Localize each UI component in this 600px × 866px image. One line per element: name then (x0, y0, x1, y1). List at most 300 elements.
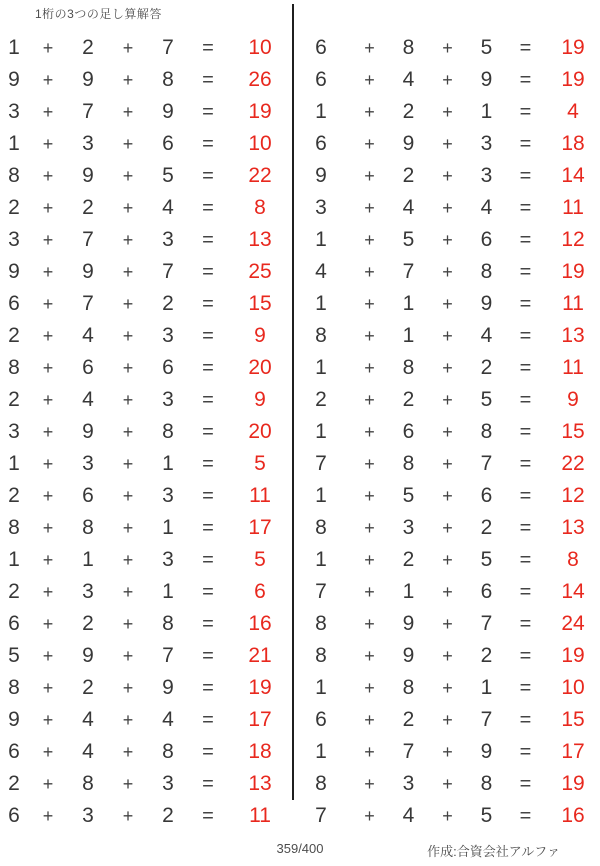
page-title: 1桁の3つの足し算解答 (35, 7, 162, 21)
plus-sign: + (122, 678, 134, 698)
plus-sign: + (42, 294, 54, 314)
answer-value: 11 (249, 484, 271, 507)
plus-sign: + (122, 70, 134, 90)
plus-sign: + (122, 230, 134, 250)
operand-2: 4 (82, 388, 94, 411)
operand-3: 2 (162, 292, 174, 315)
plus-sign: + (42, 646, 54, 666)
equals-sign: = (519, 357, 532, 379)
answer-value: 21 (248, 644, 272, 667)
operand-1: 8 (315, 324, 327, 347)
plus-sign: + (442, 134, 453, 154)
operand-3: 3 (480, 164, 493, 187)
problem-row (292, 544, 600, 576)
operand-1: 9 (8, 68, 20, 91)
operand-2: 1 (82, 548, 94, 571)
equals-sign: = (519, 549, 532, 571)
plus-sign: + (364, 70, 375, 90)
equals-sign: = (202, 357, 214, 379)
operand-1: 3 (8, 420, 20, 443)
plus-sign: + (42, 518, 54, 538)
answer-value: 16 (561, 804, 585, 827)
operand-2: 9 (82, 420, 94, 443)
answer-value: 19 (561, 772, 585, 795)
problem-row (0, 288, 292, 320)
answer-value: 13 (561, 324, 585, 347)
operand-1: 1 (8, 548, 20, 571)
operand-3: 5 (480, 388, 493, 411)
operand-3: 3 (162, 548, 174, 571)
problem-row (292, 64, 600, 96)
operand-3: 8 (162, 740, 174, 763)
plus-sign: + (42, 454, 54, 474)
equals-sign: = (202, 101, 214, 123)
answer-value: 24 (561, 612, 585, 635)
operand-3: 7 (480, 708, 493, 731)
plus-sign: + (42, 198, 54, 218)
operand-2: 3 (82, 580, 94, 603)
plus-sign: + (364, 678, 375, 698)
equals-sign: = (202, 773, 214, 795)
equals-sign: = (519, 261, 532, 283)
answer-value: 8 (254, 196, 266, 219)
plus-sign: + (122, 710, 134, 730)
operand-1: 1 (8, 36, 20, 59)
operand-1: 6 (8, 612, 20, 635)
plus-sign: + (364, 806, 375, 826)
answer-value: 10 (248, 36, 272, 59)
problem-row (0, 384, 292, 416)
plus-sign: + (122, 326, 134, 346)
operand-1: 2 (8, 772, 20, 795)
plus-sign: + (442, 518, 453, 538)
equals-sign: = (202, 485, 214, 507)
plus-sign: + (442, 38, 453, 58)
operand-2: 2 (402, 708, 415, 731)
operand-1: 6 (315, 36, 327, 59)
plus-sign: + (364, 102, 375, 122)
operand-1: 8 (8, 164, 20, 187)
plus-sign: + (442, 358, 453, 378)
answer-value: 25 (248, 260, 272, 283)
operand-1: 7 (315, 452, 327, 475)
operand-2: 1 (402, 292, 415, 315)
plus-sign: + (122, 646, 134, 666)
operand-1: 5 (8, 644, 20, 667)
equals-sign: = (519, 389, 532, 411)
answer-value: 19 (561, 644, 585, 667)
operand-2: 8 (402, 36, 415, 59)
answer-value: 14 (561, 164, 585, 187)
problem-row (0, 448, 292, 480)
problem-row (0, 736, 292, 768)
operand-1: 9 (8, 260, 20, 283)
operand-1: 2 (8, 196, 20, 219)
operand-2: 4 (82, 324, 94, 347)
equals-sign: = (202, 613, 214, 635)
answer-value: 13 (248, 228, 272, 251)
plus-sign: + (364, 742, 375, 762)
answer-value: 20 (248, 420, 272, 443)
answer-value: 11 (562, 196, 584, 219)
plus-sign: + (42, 390, 54, 410)
plus-sign: + (442, 454, 453, 474)
plus-sign: + (42, 806, 54, 826)
answer-value: 15 (561, 708, 585, 731)
operand-3: 5 (480, 548, 493, 571)
operand-1: 9 (315, 164, 327, 187)
plus-sign: + (442, 614, 453, 634)
operand-1: 3 (315, 196, 327, 219)
operand-2: 8 (82, 772, 94, 795)
operand-1: 2 (8, 580, 20, 603)
equals-sign: = (202, 37, 214, 59)
operand-2: 7 (82, 292, 94, 315)
operand-2: 8 (402, 452, 415, 475)
plus-sign: + (42, 422, 54, 442)
plus-sign: + (364, 774, 375, 794)
operand-3: 9 (480, 740, 493, 763)
operand-3: 8 (480, 260, 493, 283)
problems-column-right (292, 32, 600, 832)
answer-value: 11 (249, 804, 271, 827)
problem-row (292, 32, 600, 64)
plus-sign: + (42, 326, 54, 346)
operand-1: 3 (8, 100, 20, 123)
plus-sign: + (122, 422, 134, 442)
plus-sign: + (364, 294, 375, 314)
equals-sign: = (202, 133, 214, 155)
answer-value: 17 (561, 740, 585, 763)
equals-sign: = (519, 581, 532, 603)
equals-sign: = (202, 517, 214, 539)
operand-2: 4 (402, 804, 415, 827)
operand-1: 4 (315, 260, 327, 283)
answer-value: 5 (254, 548, 266, 571)
equals-sign: = (202, 709, 214, 731)
operand-1: 2 (315, 388, 327, 411)
operand-3: 9 (162, 676, 174, 699)
operand-3: 6 (480, 228, 493, 251)
operand-3: 3 (162, 324, 174, 347)
equals-sign: = (519, 421, 532, 443)
answer-value: 9 (567, 388, 579, 411)
plus-sign: + (364, 134, 375, 154)
operand-2: 9 (82, 644, 94, 667)
operand-1: 1 (315, 740, 327, 763)
plus-sign: + (42, 262, 54, 282)
equals-sign: = (202, 325, 214, 347)
answer-value: 22 (561, 452, 585, 475)
problem-row (0, 32, 292, 64)
plus-sign: + (122, 614, 134, 634)
operand-2: 7 (402, 740, 415, 763)
problem-row (292, 320, 600, 352)
operand-2: 2 (402, 164, 415, 187)
equals-sign: = (202, 805, 214, 827)
operand-2: 3 (402, 516, 415, 539)
equals-sign: = (519, 229, 532, 251)
problem-row (292, 480, 600, 512)
equals-sign: = (519, 773, 532, 795)
operand-1: 2 (8, 324, 20, 347)
problem-row (0, 224, 292, 256)
problem-row (0, 480, 292, 512)
plus-sign: + (364, 230, 375, 250)
operand-1: 6 (8, 292, 20, 315)
plus-sign: + (42, 550, 54, 570)
equals-sign: = (519, 133, 532, 155)
plus-sign: + (442, 326, 453, 346)
plus-sign: + (122, 102, 134, 122)
answer-value: 16 (248, 612, 272, 635)
problem-row (0, 352, 292, 384)
plus-sign: + (42, 614, 54, 634)
operand-3: 2 (480, 516, 493, 539)
operand-3: 1 (480, 100, 493, 123)
plus-sign: + (364, 518, 375, 538)
equals-sign: = (519, 517, 532, 539)
problem-row (0, 192, 292, 224)
plus-sign: + (42, 486, 54, 506)
operand-3: 7 (480, 452, 493, 475)
operand-1: 8 (315, 644, 327, 667)
answer-value: 19 (248, 100, 272, 123)
plus-sign: + (442, 294, 453, 314)
equals-sign: = (202, 165, 214, 187)
answer-value: 9 (254, 324, 266, 347)
operand-3: 3 (162, 228, 174, 251)
problem-row (292, 672, 600, 704)
operand-3: 3 (162, 772, 174, 795)
plus-sign: + (42, 102, 54, 122)
problem-row (292, 416, 600, 448)
plus-sign: + (122, 198, 134, 218)
plus-sign: + (122, 806, 134, 826)
plus-sign: + (442, 102, 453, 122)
answer-value: 15 (561, 420, 585, 443)
equals-sign: = (519, 485, 532, 507)
operand-2: 8 (402, 676, 415, 699)
answer-value: 13 (248, 772, 272, 795)
equals-sign: = (519, 677, 532, 699)
problem-row (292, 800, 600, 832)
operand-2: 7 (402, 260, 415, 283)
operand-1: 7 (315, 804, 327, 827)
problem-row (292, 352, 600, 384)
operand-1: 2 (8, 484, 20, 507)
operand-1: 1 (315, 548, 327, 571)
plus-sign: + (364, 198, 375, 218)
operand-2: 6 (402, 420, 415, 443)
operand-2: 4 (402, 196, 415, 219)
plus-sign: + (42, 742, 54, 762)
operand-1: 8 (8, 516, 20, 539)
operand-3: 9 (480, 68, 493, 91)
equals-sign: = (202, 389, 214, 411)
operand-3: 4 (162, 708, 174, 731)
plus-sign: + (122, 582, 134, 602)
plus-sign: + (442, 774, 453, 794)
operand-1: 9 (8, 708, 20, 731)
equals-sign: = (202, 69, 214, 91)
problem-row (0, 512, 292, 544)
answer-value: 19 (561, 68, 585, 91)
plus-sign: + (122, 294, 134, 314)
plus-sign: + (442, 646, 453, 666)
problem-row (0, 768, 292, 800)
equals-sign: = (519, 37, 532, 59)
plus-sign: + (364, 422, 375, 442)
operand-2: 8 (82, 516, 94, 539)
operand-2: 2 (82, 36, 94, 59)
operand-1: 1 (315, 228, 327, 251)
plus-sign: + (122, 486, 134, 506)
operand-3: 1 (162, 516, 174, 539)
equals-sign: = (519, 645, 532, 667)
problem-row (0, 64, 292, 96)
answer-value: 13 (561, 516, 585, 539)
problem-row (292, 160, 600, 192)
operand-2: 2 (82, 196, 94, 219)
plus-sign: + (364, 38, 375, 58)
operand-2: 5 (402, 228, 415, 251)
operand-3: 7 (162, 36, 174, 59)
answer-value: 17 (248, 708, 272, 731)
plus-sign: + (442, 742, 453, 762)
operand-1: 8 (315, 772, 327, 795)
plus-sign: + (442, 806, 453, 826)
plus-sign: + (442, 198, 453, 218)
equals-sign: = (519, 101, 532, 123)
equals-sign: = (519, 805, 532, 827)
plus-sign: + (42, 166, 54, 186)
equals-sign: = (519, 69, 532, 91)
plus-sign: + (442, 550, 453, 570)
operand-3: 5 (480, 36, 493, 59)
operand-3: 8 (162, 612, 174, 635)
operand-1: 3 (8, 228, 20, 251)
equals-sign: = (202, 453, 214, 475)
plus-sign: + (122, 774, 134, 794)
equals-sign: = (519, 293, 532, 315)
operand-2: 9 (402, 612, 415, 635)
answer-value: 12 (561, 484, 585, 507)
operand-1: 1 (8, 452, 20, 475)
plus-sign: + (442, 230, 453, 250)
plus-sign: + (122, 550, 134, 570)
operand-2: 9 (402, 644, 415, 667)
operand-3: 6 (162, 132, 174, 155)
plus-sign: + (122, 454, 134, 474)
operand-3: 7 (162, 260, 174, 283)
equals-sign: = (202, 677, 214, 699)
operand-2: 5 (402, 484, 415, 507)
operand-2: 2 (402, 388, 415, 411)
problem-row (0, 160, 292, 192)
plus-sign: + (364, 326, 375, 346)
operand-2: 9 (82, 68, 94, 91)
operand-2: 2 (82, 612, 94, 635)
operand-3: 5 (162, 164, 174, 187)
problem-row (292, 576, 600, 608)
operand-3: 3 (162, 388, 174, 411)
operand-2: 1 (402, 324, 415, 347)
operand-3: 8 (162, 68, 174, 91)
operand-2: 1 (402, 580, 415, 603)
plus-sign: + (442, 390, 453, 410)
problem-row (0, 320, 292, 352)
operand-2: 2 (402, 100, 415, 123)
operand-2: 2 (402, 548, 415, 571)
operand-3: 8 (480, 420, 493, 443)
credit-text: 作成:合資会社アルファ (427, 844, 560, 859)
problem-row (0, 672, 292, 704)
operand-2: 4 (82, 708, 94, 731)
operand-3: 3 (162, 484, 174, 507)
problem-row (292, 704, 600, 736)
operand-1: 6 (8, 740, 20, 763)
plus-sign: + (122, 742, 134, 762)
operand-3: 7 (480, 612, 493, 635)
equals-sign: = (519, 741, 532, 763)
equals-sign: = (202, 421, 214, 443)
operand-2: 3 (82, 804, 94, 827)
operand-1: 7 (315, 580, 327, 603)
problem-row (0, 640, 292, 672)
operand-3: 3 (480, 132, 493, 155)
operand-3: 4 (480, 324, 493, 347)
operand-1: 2 (8, 388, 20, 411)
operand-2: 7 (82, 100, 94, 123)
plus-sign: + (364, 262, 375, 282)
problem-row (292, 192, 600, 224)
answer-value: 20 (248, 356, 272, 379)
problem-row (292, 288, 600, 320)
answer-value: 10 (561, 676, 585, 699)
plus-sign: + (42, 230, 54, 250)
problems-area (0, 32, 600, 832)
plus-sign: + (42, 678, 54, 698)
equals-sign: = (202, 581, 214, 603)
operand-2: 8 (402, 356, 415, 379)
operand-3: 1 (162, 452, 174, 475)
problem-row (0, 416, 292, 448)
plus-sign: + (42, 358, 54, 378)
operand-1: 6 (8, 804, 20, 827)
plus-sign: + (122, 134, 134, 154)
operand-2: 9 (82, 164, 94, 187)
plus-sign: + (364, 486, 375, 506)
operand-2: 9 (402, 132, 415, 155)
operand-2: 6 (82, 484, 94, 507)
operand-2: 2 (82, 676, 94, 699)
plus-sign: + (442, 486, 453, 506)
operand-2: 4 (82, 740, 94, 763)
problem-row (292, 96, 600, 128)
problem-row (0, 96, 292, 128)
problem-row (0, 608, 292, 640)
problem-row (0, 544, 292, 576)
plus-sign: + (364, 166, 375, 186)
problem-row (292, 768, 600, 800)
answer-value: 8 (567, 548, 579, 571)
operand-1: 8 (315, 612, 327, 635)
plus-sign: + (42, 774, 54, 794)
answer-value: 19 (561, 36, 585, 59)
answer-value: 15 (248, 292, 272, 315)
operand-2: 4 (402, 68, 415, 91)
